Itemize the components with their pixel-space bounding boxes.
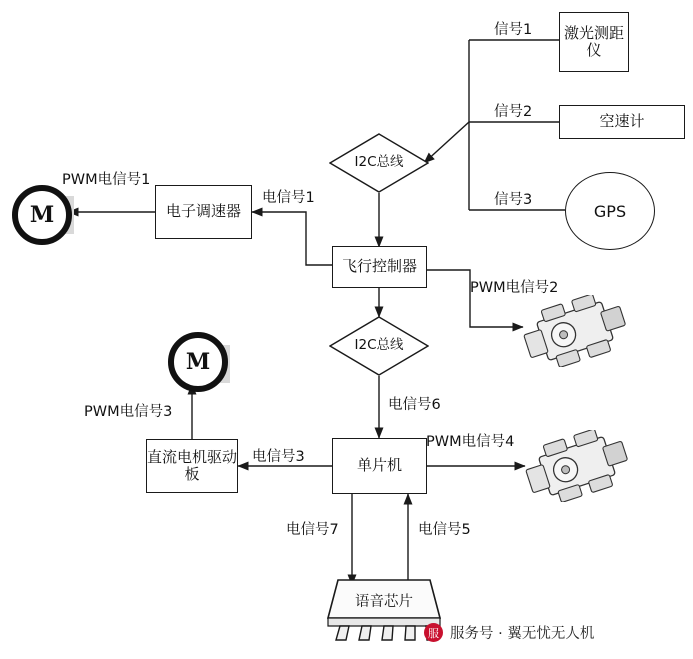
- node-airspeed-indicator-label: 空速计: [599, 112, 645, 131]
- node-i2c-bus-bottom[interactable]: [329, 316, 429, 376]
- edge-label-signal1: 信号1: [494, 22, 533, 38]
- edge-label-signal2: 信号2: [494, 104, 533, 120]
- servo-2-icon: [521, 430, 633, 502]
- edge-label-elec6: 电信号6: [388, 397, 441, 413]
- node-airspeed-indicator[interactable]: [559, 105, 685, 139]
- edge-label-pwm4: PWM电信号4: [426, 434, 515, 450]
- node-esc[interactable]: [155, 185, 252, 239]
- watermark-badge-icon: 服: [424, 623, 443, 642]
- node-motor-2-label: M: [185, 349, 211, 375]
- edge-label-elec3: 电信号3: [252, 449, 305, 465]
- node-motor-1-label: M: [29, 202, 55, 228]
- node-esc-label: 电子调速器: [165, 202, 241, 221]
- node-mcu[interactable]: [332, 438, 427, 494]
- node-laser-rangefinder[interactable]: [559, 12, 629, 72]
- node-servo-2[interactable]: [521, 430, 633, 502]
- node-gps-label: GPS: [593, 201, 627, 221]
- watermark-text: 服务号 · 翼无忧无人机: [450, 626, 595, 642]
- node-i2c-bus-bottom-label: I2C总线: [354, 337, 404, 354]
- edge-label-signal3: 信号3: [494, 192, 533, 208]
- node-dc-motor-driver-board-label: 直流电机驱动板: [147, 447, 238, 483]
- node-motor-1[interactable]: [12, 185, 72, 245]
- edge-label-pwm1: PWM电信号1: [62, 172, 151, 188]
- node-voice-chip-label: 语音芯片: [355, 594, 413, 610]
- node-dc-motor-driver-board[interactable]: [146, 439, 238, 493]
- watermark: [424, 622, 594, 643]
- node-motor-2[interactable]: [168, 332, 228, 392]
- edge-label-elec5: 电信号5: [418, 522, 471, 538]
- edge-label-elec1: 电信号1: [262, 190, 315, 206]
- node-laser-rangefinder-label: 激光测距仪: [563, 23, 624, 59]
- edge-label-pwm3: PWM电信号3: [84, 404, 173, 420]
- edge-label-pwm2: PWM电信号2: [470, 280, 559, 296]
- node-i2c-bus-top-label: I2C总线: [354, 154, 404, 171]
- node-mcu-label: 单片机: [356, 456, 402, 475]
- node-gps[interactable]: [565, 172, 655, 250]
- node-i2c-bus-top[interactable]: [329, 133, 429, 193]
- servo-1-icon: [519, 295, 631, 367]
- node-servo-1[interactable]: [519, 295, 631, 367]
- edge-label-elec7: 电信号7: [286, 522, 339, 538]
- node-flight-controller-label: 飞行控制器: [341, 257, 417, 276]
- node-flight-controller[interactable]: [332, 246, 427, 288]
